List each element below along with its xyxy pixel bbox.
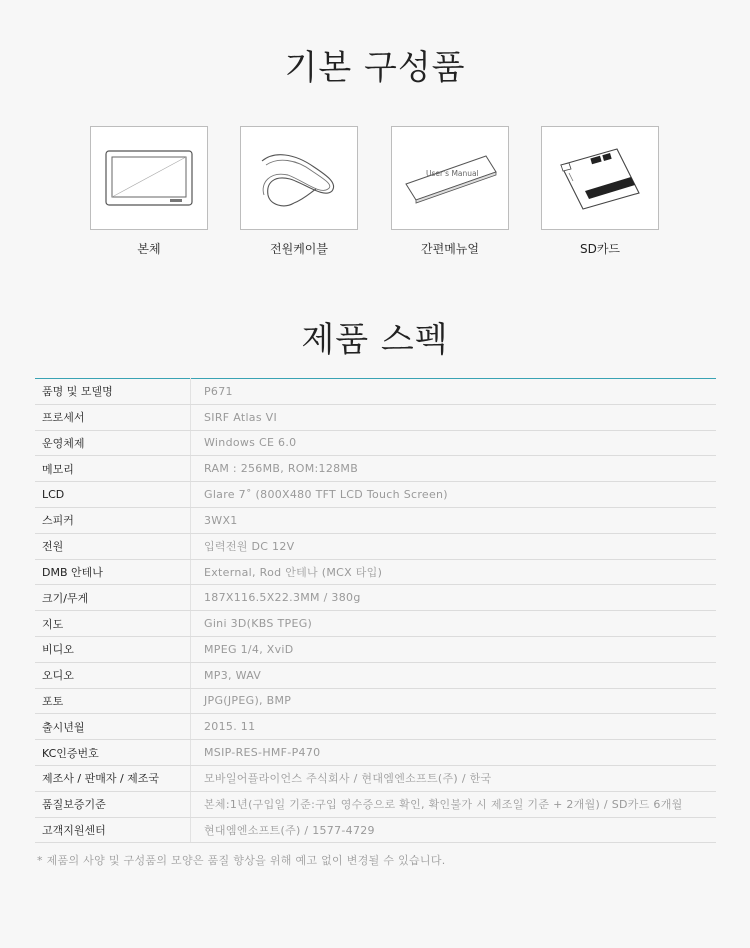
components-list [90, 126, 660, 266]
spec-value: RAM : 256MB, ROM:128MB [191, 456, 717, 482]
spec-key: 품질보증기준 [35, 791, 191, 817]
component-image-box [90, 126, 208, 230]
spec-value: 187X116.5X22.3MM / 380g [191, 585, 717, 611]
spec-value: 현대엠엔소프트(주) / 1577-4729 [191, 817, 717, 843]
spec-key: 품명 및 모델명 [35, 379, 191, 405]
navigation-device-icon [104, 147, 194, 209]
spec-row [35, 611, 716, 637]
spec-key: 포토 [35, 688, 191, 714]
spec-key: DMB 안테나 [35, 559, 191, 585]
spec-row [35, 533, 716, 559]
spec-row [35, 585, 716, 611]
spec-row [35, 379, 716, 405]
component-image-box [541, 126, 659, 230]
manual-cover-text: User's Manual [426, 169, 479, 178]
disclaimer-note: * 제품의 사양 및 구성품의 모양은 품질 향상을 위해 예고 없이 변경될 수 있습니다. [37, 854, 446, 867]
spec-key: 운영체제 [35, 430, 191, 456]
spec-value: 입력전원 DC 12V [191, 533, 717, 559]
spec-key: 고객지원센터 [35, 817, 191, 843]
spec-value: Gini 3D(KBS TPEG) [191, 611, 717, 637]
spec-row [35, 456, 716, 482]
spec-value: JPG(JPEG), BMP [191, 688, 717, 714]
spec-value: Windows CE 6.0 [191, 430, 717, 456]
spec-row [35, 791, 716, 817]
spec-key: KC인증번호 [35, 740, 191, 766]
spec-row [35, 740, 716, 766]
spec-row [35, 714, 716, 740]
spec-key: LCD [35, 482, 191, 508]
spec-value: MPEG 1/4, XviD [191, 636, 717, 662]
spec-key: 전원 [35, 533, 191, 559]
component-image-box [391, 126, 509, 230]
spec-row [35, 817, 716, 843]
spec-value: P671 [191, 379, 717, 405]
component-item-device [90, 126, 208, 257]
spec-value: 3WX1 [191, 507, 717, 533]
spec-key: 오디오 [35, 662, 191, 688]
specs-section-title: 제품 스펙 [301, 320, 449, 360]
spec-key: 메모리 [35, 456, 191, 482]
spec-value: Glare 7˚ (800X480 TFT LCD Touch Screen) [191, 482, 717, 508]
spec-value: External, Rod 안테나 (MCX 타입) [191, 559, 717, 585]
component-item-cable [240, 126, 358, 257]
spec-value: SIRF Atlas VI [191, 404, 717, 430]
component-item-sdcard [541, 126, 659, 257]
spec-row [35, 662, 716, 688]
component-label: SD카드 [579, 242, 621, 256]
component-item-manual [391, 126, 509, 257]
spec-value: 본체:1년(구입일 기준:구입 영수증으로 확인, 확인불가 시 제조일 기준 + 2개월) / SD카드 6개월 [191, 791, 717, 817]
spec-row [35, 430, 716, 456]
spec-row [35, 404, 716, 430]
spec-key: 지도 [35, 611, 191, 637]
spec-row [35, 636, 716, 662]
spec-table [35, 378, 716, 843]
sd-card-icon [555, 143, 645, 213]
component-image-box [240, 126, 358, 230]
spec-value: 모바일어플라이언스 주식회사 / 현대엠엔소프트(주) / 한국 [191, 765, 717, 791]
spec-row [35, 482, 716, 508]
component-label: 전원케이블 [270, 242, 328, 256]
spec-row [35, 559, 716, 585]
power-cable-icon [254, 143, 344, 213]
component-label: 본체 [137, 242, 161, 256]
spec-value: 2015. 11 [191, 714, 717, 740]
spec-row [35, 688, 716, 714]
spec-row [35, 765, 716, 791]
spec-value: MP3, WAV [191, 662, 717, 688]
manual-booklet-icon [402, 152, 498, 204]
spec-value: MSIP-RES-HMF-P470 [191, 740, 717, 766]
spec-key: 비디오 [35, 636, 191, 662]
component-label: 간편메뉴얼 [421, 242, 479, 256]
spec-key: 스피커 [35, 507, 191, 533]
spec-table-body [35, 379, 716, 843]
spec-key: 프로세서 [35, 404, 191, 430]
spec-key: 출시년월 [35, 714, 191, 740]
spec-key: 제조사 / 판매자 / 제조국 [35, 765, 191, 791]
spec-row [35, 507, 716, 533]
components-section-title: 기본 구성품 [284, 48, 466, 88]
spec-key: 크기/무게 [35, 585, 191, 611]
